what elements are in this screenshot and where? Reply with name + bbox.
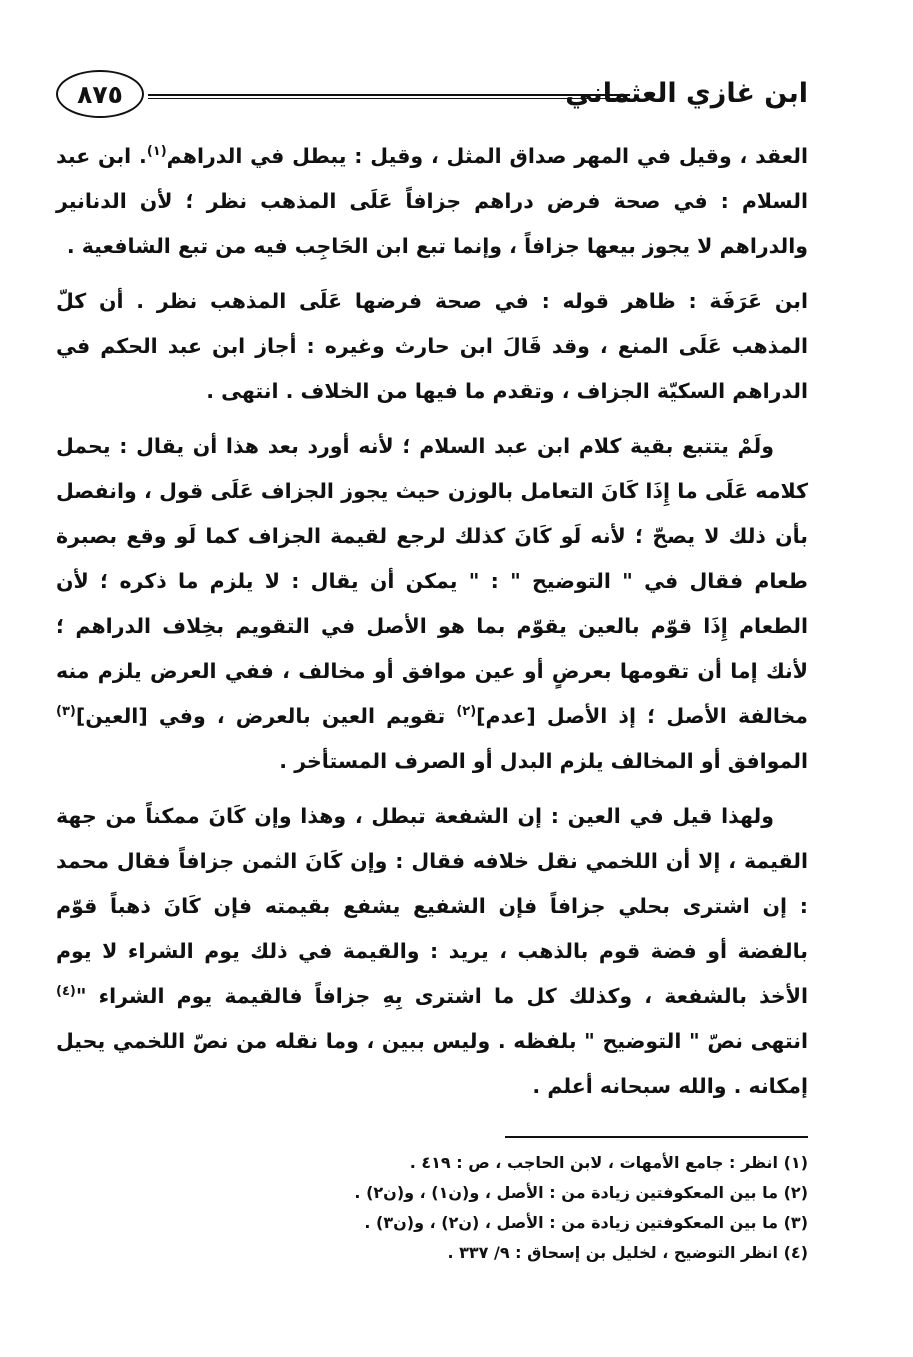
paragraph-2 <box>56 279 808 414</box>
running-title: ابن غازي العثماني <box>565 78 808 109</box>
footnote-separator <box>505 1136 808 1138</box>
paragraph-text: ولهذا قيل في العين : إن الشفعة تبطل ، وهذا وإن كَانَ ممكناً من جهة القيمة ، إلا أن اللخمي نقل خلافه فقال : وإن كَانَ الثمن جزافاً فقال محمد : إن اشترى بحلي جزافاً فإن الشفيع يشفع بقيمته فإن كَانَ ذهباً قوّم بالفضة أو فضة قوم بالذهب ، يريد : والقيمة في ذلك يوم الشراء لا يوم الأخذ بالشفعة ، وكذلك كل ما اشترى بِهِ جزافاً فالقيمة يوم الشراء " <box>56 804 808 1008</box>
footnote-ref-2: (٢) <box>456 704 477 720</box>
main-text <box>56 134 808 1119</box>
running-header <box>56 70 808 126</box>
paragraph-text: الموافق أو المخالف يلزم البدل أو الصرف المستأخر . <box>279 749 808 773</box>
footnote-1: (١) انظر : جامع الأمهات ، لابن الحاجب ، ص : ٤١٩ . <box>409 1153 808 1172</box>
footnote-ref-3: (٣) <box>56 704 76 720</box>
paragraph-1 <box>56 134 808 269</box>
paragraph-text: انتهى نصّ " التوضيح " بلفظه . وليس ببين ، وما نقله من نصّ اللخمي يحيل إمكانه . والله سبحانه أعلم . <box>56 1029 808 1098</box>
footnote-ref-4: (٤) <box>56 984 76 1000</box>
footnotes <box>288 1148 808 1268</box>
paragraph-text: ابن عَرَفَة : ظاهر قوله : في صحة فرضها عَلَى المذهب نظر . أن كلّ المذهب عَلَى المنع ، وقد قَالَ ابن حارث وغيره : أجاز ابن عبد الحكم في الدراهم السكيّة الجزاف ، وتقدم ما فيها من الخلاف . انتهى . <box>56 289 808 403</box>
paragraph-text: ولَمْ يتتبع بقية كلام ابن عبد السلام ؛ لأنه أورد بعد هذا أن يقال : يحمل كلامه عَلَى ما إِذَا كَانَ التعامل بالوزن حيث يجوز الجزاف عَلَى قول ، وانفصل بأن ذلك لا يصحّ ؛ لأنه لَو كَانَ كذلك لرجع لقيمة الجزاف كما لَو وقع بصبرة طعام فقال في " التوضيح " : " يمكن أن يقال : لا يلزم ما ذكره ؛ لأن الطعام إِذَا قوّم بالعين يقوّم بما هو الأصل في التقويم بخِلاف الدراهم ؛ لأنك إما أن تقومها بعرضٍ أو عين موافق أو مخالف ، ففي العرض يلزم منه مخالفة الأصل ؛ إذ الأصل [عدم] <box>56 434 808 728</box>
footnote-3: (٣) ما بين المعكوفتين زيادة من : الأصل ، (ن٢) ، و(ن٣) . <box>364 1213 808 1232</box>
paragraph-text: . ابن عبد السلام : في صحة فرض دراهم جزافاً عَلَى المذهب نظر ؛ لأن الدنانير والدراهم لا يجوز بيعها جزافاً ، وإنما تبع ابن الحَاجِب فيه من تبع الشافعية . <box>56 144 808 258</box>
paragraph-4 <box>56 794 808 1109</box>
page-number: ٨٧٥ <box>77 79 123 109</box>
footnote-4: (٤) انظر التوضيح ، لخليل بن إسحاق : ٩/ ٣٣٧ . <box>447 1243 808 1262</box>
footnote-ref-1: (١) <box>146 144 167 160</box>
paragraph-text: تقويم العين بالعرض ، وفي [العين] <box>75 704 457 728</box>
paragraph-3 <box>56 424 808 784</box>
paragraph-text: العقد ، وقيل في المهر صداق المثل ، وقيل : يبطل في الدراهم <box>166 144 808 168</box>
footnote-2: (٢) ما بين المعكوفتين زيادة من : الأصل ، و(ن١) ، و(ن٢) . <box>354 1183 808 1202</box>
page-number-oval <box>56 70 144 118</box>
header-rule <box>148 94 630 99</box>
